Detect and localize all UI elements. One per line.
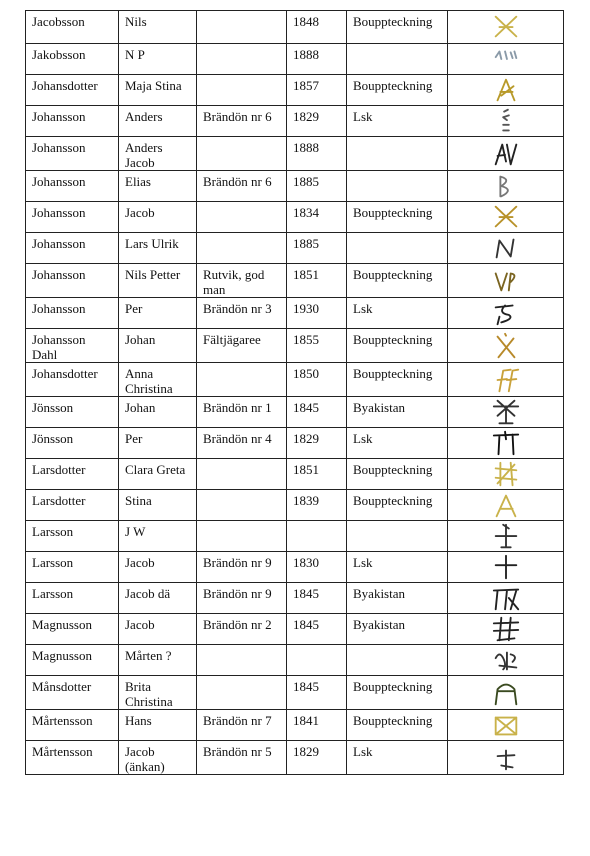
signature-mark-cell [448,171,564,202]
table-row [26,459,564,490]
table-row [26,676,564,710]
year-cell: 1845 [287,614,347,645]
signature-mark-cell [448,459,564,490]
table-row [26,490,564,521]
signature-mark-icon [487,365,525,395]
signature-mark-cell [448,645,564,676]
signature-mark-cell [448,264,564,298]
year-cell [287,645,347,676]
source-cell: Bouppteckning [347,11,448,44]
signature-mark-icon [487,645,525,675]
table-row [26,75,564,106]
signature-mark-cell [448,614,564,645]
given-cell: Hans [119,710,197,741]
surname-cell: Johansson [26,264,119,298]
given-cell: Lars Ulrik [119,233,197,264]
year-cell: 1888 [287,44,347,75]
place-cell [197,202,287,233]
surname-cell: Mårtensson [26,741,119,775]
year-cell: 1834 [287,202,347,233]
year-cell: 1845 [287,676,347,710]
surname-cell: Jönsson [26,428,119,459]
table-row [26,11,564,44]
year-cell: 1857 [287,75,347,106]
given-cell: Jacob [119,614,197,645]
year-cell: 1851 [287,459,347,490]
place-cell: Brändön nr 1 [197,397,287,428]
surname-cell: Jacobsson [26,11,119,44]
place-cell: Brändön nr 9 [197,583,287,614]
year-cell: 1888 [287,137,347,171]
place-cell: Brändön nr 9 [197,552,287,583]
place-cell: Brändön nr 7 [197,710,287,741]
signature-mark-cell [448,363,564,397]
surname-cell: Larsdotter [26,459,119,490]
given-cell: N P [119,44,197,75]
signature-mark-icon [487,521,525,551]
signature-mark-icon [487,75,525,105]
given-cell: Anders [119,106,197,137]
signature-mark-cell [448,233,564,264]
year-cell [287,521,347,552]
source-cell: Byakistan [347,614,448,645]
signature-mark-icon [487,44,525,74]
given-cell: Clara Greta [119,459,197,490]
given-cell: Stina [119,490,197,521]
given-cell: Maja Stina [119,75,197,106]
place-cell: Brändön nr 3 [197,298,287,329]
table-row [26,397,564,428]
place-cell [197,75,287,106]
source-cell: Bouppteckning [347,459,448,490]
surname-cell: Johansson [26,137,119,171]
surname-cell: Magnusson [26,645,119,676]
table-row [26,645,564,676]
source-cell: Lsk [347,106,448,137]
surname-cell: Larsson [26,583,119,614]
year-cell: 1885 [287,233,347,264]
source-cell: Bouppteckning [347,490,448,521]
place-cell [197,676,287,710]
place-cell: Fältjägaree [197,329,287,363]
signature-mark-cell [448,106,564,137]
place-cell [197,363,287,397]
signature-mark-cell [448,11,564,44]
source-cell [347,521,448,552]
given-cell: Brita Christina [119,676,197,710]
source-cell: Byakistan [347,583,448,614]
signature-mark-icon [487,614,525,644]
place-cell: Rutvik, god man [197,264,287,298]
surname-cell: Johansson [26,171,119,202]
signature-mark-icon [487,678,525,708]
signature-mark-cell [448,298,564,329]
year-cell: 1930 [287,298,347,329]
source-cell [347,233,448,264]
place-cell [197,459,287,490]
surname-cell: Magnusson [26,614,119,645]
surname-cell: Larsdotter [26,490,119,521]
source-cell [347,44,448,75]
signature-mark-icon [487,298,525,328]
place-cell: Brändön nr 6 [197,106,287,137]
table-row [26,171,564,202]
signature-mark-icon [487,233,525,263]
surname-cell: Johansson [26,106,119,137]
year-cell: 1848 [287,11,347,44]
signature-mark-cell [448,552,564,583]
table-row [26,137,564,171]
year-cell: 1829 [287,741,347,775]
signature-mark-cell [448,137,564,171]
register-table [25,10,564,775]
given-cell: Elias [119,171,197,202]
signature-mark-icon [487,459,525,489]
table-row [26,583,564,614]
signature-mark-icon [487,331,525,361]
given-cell: Jacob [119,202,197,233]
source-cell: Lsk [347,741,448,775]
source-cell: Bouppteckning [347,329,448,363]
signature-mark-icon [487,397,525,427]
year-cell: 1839 [287,490,347,521]
source-cell: Byakistan [347,397,448,428]
given-cell: Jacob (änkan) [119,741,197,775]
given-cell: Jacob [119,552,197,583]
given-cell: Per [119,298,197,329]
surname-cell: Jakobsson [26,44,119,75]
year-cell: 1845 [287,583,347,614]
surname-cell: Johansson [26,298,119,329]
signature-mark-icon [487,106,525,136]
source-cell: Bouppteckning [347,202,448,233]
given-cell: Jacob dä [119,583,197,614]
signature-mark-cell [448,710,564,741]
table-row [26,428,564,459]
year-cell: 1885 [287,171,347,202]
surname-cell: Larsson [26,552,119,583]
table-row [26,233,564,264]
year-cell: 1855 [287,329,347,363]
place-cell [197,233,287,264]
given-cell: Johan [119,329,197,363]
surname-cell: Johansdotter [26,363,119,397]
table-row [26,363,564,397]
signature-mark-cell [448,44,564,75]
register-body [26,11,564,775]
given-cell: Nils [119,11,197,44]
year-cell: 1851 [287,264,347,298]
table-row [26,614,564,645]
given-cell: Mårten ? [119,645,197,676]
table-row [26,298,564,329]
source-cell: Bouppteckning [347,75,448,106]
given-cell: Anders Jacob [119,137,197,171]
place-cell [197,521,287,552]
place-cell [197,645,287,676]
signature-mark-icon [487,139,525,169]
source-cell [347,137,448,171]
signature-mark-cell [448,329,564,363]
table-row [26,552,564,583]
table-row [26,44,564,75]
signature-mark-cell [448,428,564,459]
signature-mark-icon [487,743,525,773]
given-cell: Johan [119,397,197,428]
signature-mark-icon [487,428,525,458]
year-cell: 1830 [287,552,347,583]
surname-cell: Johansdotter [26,75,119,106]
year-cell: 1850 [287,363,347,397]
surname-cell: Johansson [26,202,119,233]
source-cell: Lsk [347,298,448,329]
signature-mark-cell [448,676,564,710]
place-cell [197,44,287,75]
signature-mark-icon [487,12,525,42]
table-row [26,521,564,552]
surname-cell: Larsson [26,521,119,552]
place-cell [197,137,287,171]
signature-mark-icon [487,710,525,740]
table-row [26,106,564,137]
place-cell: Brändön nr 2 [197,614,287,645]
given-cell: Anna Christina [119,363,197,397]
year-cell: 1829 [287,106,347,137]
place-cell: Brändön nr 6 [197,171,287,202]
signature-mark-cell [448,397,564,428]
table-row [26,264,564,298]
surname-cell: Mårtensson [26,710,119,741]
year-cell: 1829 [287,428,347,459]
signature-mark-cell [448,75,564,106]
signature-mark-icon [487,266,525,296]
signature-mark-icon [487,171,525,201]
year-cell: 1845 [287,397,347,428]
surname-cell: Jönsson [26,397,119,428]
source-cell: Bouppteckning [347,264,448,298]
surname-cell: Månsdotter [26,676,119,710]
signature-mark-icon [487,490,525,520]
source-cell: Lsk [347,428,448,459]
signature-mark-icon [487,583,525,613]
surname-cell: Johansson [26,233,119,264]
signature-mark-cell [448,490,564,521]
source-cell [347,171,448,202]
signature-mark-icon [487,202,525,232]
source-cell: Lsk [347,552,448,583]
year-cell: 1841 [287,710,347,741]
source-cell: Bouppteckning [347,676,448,710]
place-cell [197,490,287,521]
signature-mark-cell [448,741,564,775]
given-cell: Nils Petter [119,264,197,298]
surname-cell: Johansson Dahl [26,329,119,363]
table-row [26,741,564,775]
given-cell: J W [119,521,197,552]
given-cell: Per [119,428,197,459]
signature-mark-cell [448,202,564,233]
signature-mark-cell [448,521,564,552]
source-cell [347,645,448,676]
source-cell: Bouppteckning [347,363,448,397]
signature-mark-cell [448,583,564,614]
place-cell [197,11,287,44]
signature-mark-icon [487,552,525,582]
table-row [26,329,564,363]
table-row [26,710,564,741]
place-cell: Brändön nr 5 [197,741,287,775]
place-cell: Brändön nr 4 [197,428,287,459]
source-cell: Bouppteckning [347,710,448,741]
table-row [26,202,564,233]
